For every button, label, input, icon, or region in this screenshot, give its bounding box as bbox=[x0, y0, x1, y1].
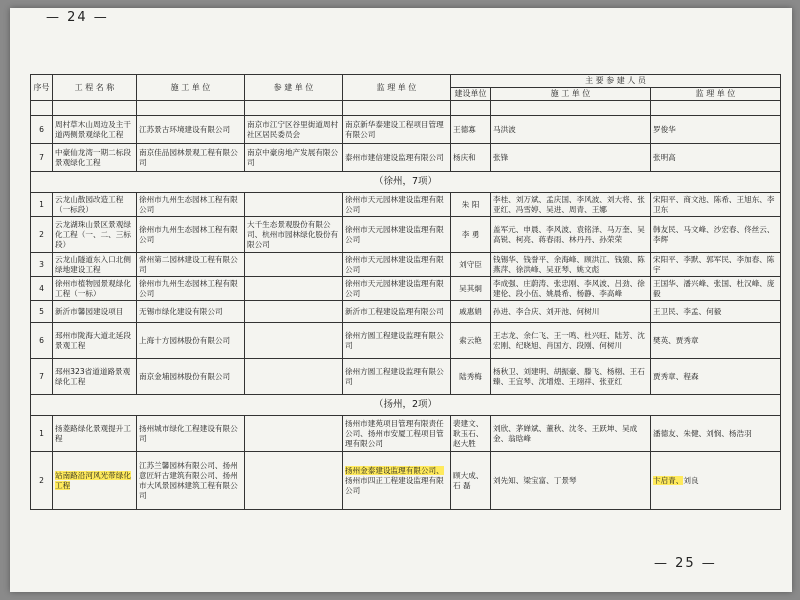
region-row-xuzhou: （徐州，7项） bbox=[31, 172, 781, 193]
page-number-bottom: — 25 — bbox=[654, 556, 717, 571]
header-supervise: 监 理 单 位 bbox=[651, 88, 781, 101]
header-row bbox=[31, 75, 781, 88]
project-table bbox=[30, 74, 781, 510]
header-no: 序号 bbox=[31, 75, 53, 101]
table-row: 2 站南路沿河风光带绿化工程 江苏兰馨园林有限公司、扬州意匠轩古建筑有限公司、扬州市大风景园林建筑工程有限公司 扬州金泰建设监理有限公司、扬州市四正工程建设监理有限公司 顾大成、石 磊 刘先知、梁宝富、丁景琴 卞启青、刘良 bbox=[31, 452, 781, 510]
blank-row bbox=[31, 101, 781, 116]
highlighted-text: 站南路沿河风光带绿化工程 bbox=[55, 470, 131, 490]
table-row: 1 云龙山散园改造工程（一标段） 徐州市九州生态园林工程有限公司 徐州市天元园林建设监理有限公司 朱 阳 李桂、刘万斌、孟庆国、李风波、刘大将、张亚红、冯雪婷、吴进、周青、王娜 宋阳平、商文池、陈希、王旭东、李卫东 bbox=[31, 193, 781, 217]
table-row: 3 云龙山隧道东入口北侧绿地建设工程 常州第二园林建设工程有限公司 徐州市天元园林建设监理有限公司 刘守臣 钱锡华、钱誉平、余海峰、顾洪江、钱猿、陈燕萍、徐洪峰、吴亚琴、姚文彪 宋阳平、李默、郭军民、李加春、陈宇 bbox=[31, 253, 781, 277]
header-builder: 建设单位 bbox=[451, 88, 491, 101]
header-construct: 施 工 单 位 bbox=[491, 88, 651, 101]
header-supervisor: 监 理 单 位 bbox=[343, 75, 451, 101]
region-row-yangzhou: （扬州，2项） bbox=[31, 395, 781, 416]
page-number-top: — 24 — bbox=[46, 10, 109, 25]
header-contractor: 施 工 单 位 bbox=[137, 75, 245, 101]
highlighted-text: 扬州金泰建设监理有限公司、 bbox=[345, 465, 444, 475]
table-row: 7 邳州323省道道路景观绿化工程 南京金埔园林股份有限公司 徐州方圆工程建设监理有限公司 陆秀梅 杨秋卫、刘建明、胡振豪、滕飞、杨栩、王石臻、王宜琴、沈增煌、王翊祥、张亚红 贾秀章、程森 bbox=[31, 359, 781, 395]
table-row: 2 云龙湖珠山景区景观绿化工程（一、二、三标段） 徐州市九州生态园林工程有限公司 大千生态景观股份有限公司、杭州市园林绿化股份有限公司 徐州市天元园林建设监理有限公司 李 勇 盖军元、申晨、李风波、袁铭泽、马万奎、吴高锐、柯亮、蒋春雨、林丹丹、孙荣荣 韩友民、马文峰、沙宏春、佟丝云、李辉 bbox=[31, 217, 781, 253]
table-row: 5 新沂市馨园建设项目 无锡市绿化建设有限公司 新沂市工程建设监理有限公司 戚惠娟 孙进、李合庆、刘开池、何树川 王卫民、李孟、何毅 bbox=[31, 301, 781, 323]
table-row: 4 徐州市植物园景观绿化工程（一标） 徐州市九州生态园林工程有限公司 徐州市天元园林建设监理有限公司 吴其炯 李成强、庄蔚涛、张忠刚、李风波、吕劲、徐建伦、段小伍、姚晨希、杨静、李高峰 王国华、潘兴峰、张国、杜汉峰、庞毅 bbox=[31, 277, 781, 301]
header-main-people: 主 要 参 建 人 员 bbox=[451, 75, 781, 88]
header-name: 工 程 名 称 bbox=[53, 75, 137, 101]
table-row: 6 邳州市陇海大道北延段景观工程 上海十方园林股份有限公司 徐州方圆工程建设监理有限公司 索云艳 王志龙、余仁飞、王一鸣、杜兴旺、陆芳、沈宏刚、纪晓旭、肖国方、段刚、何树川 樊英、贾秀章 bbox=[31, 323, 781, 359]
table-row: 7 中豪仙龙湾一期二标段景观绿化工程 南京佳品园林景观工程有限公司 南京中豪房地产发展有限公司 泰州市建信建设监理有限公司 杨庆和 张锋 张明高 bbox=[31, 144, 781, 172]
table-row: 6 周村草木山周边及主干道两侧景观绿化工程 江苏景古环境建设有限公司 南京市江宁区谷里街道周村社区居民委员会 南京新华泰建设工程项目管理有限公司 王德寡 马洪波 罗俊华 bbox=[31, 116, 781, 144]
highlighted-text: 卞启青、 bbox=[653, 475, 684, 485]
document-page bbox=[10, 8, 792, 592]
header-participant: 参 建 单 位 bbox=[245, 75, 343, 101]
table-row: 1 扬菱路绿化景观提升工程 扬州城市绿化工程建设有限公司 扬州市建苑项目管理有限责任公司、扬州市安厦工程项目管理有限公司 裴建文、耿玉石、赵大胜 刘欣、茅婵斌、董秋、沈冬、王跃坤、吴成金、翁晗峰 潘德友、朱健、刘悯、杨浩羽 bbox=[31, 416, 781, 452]
